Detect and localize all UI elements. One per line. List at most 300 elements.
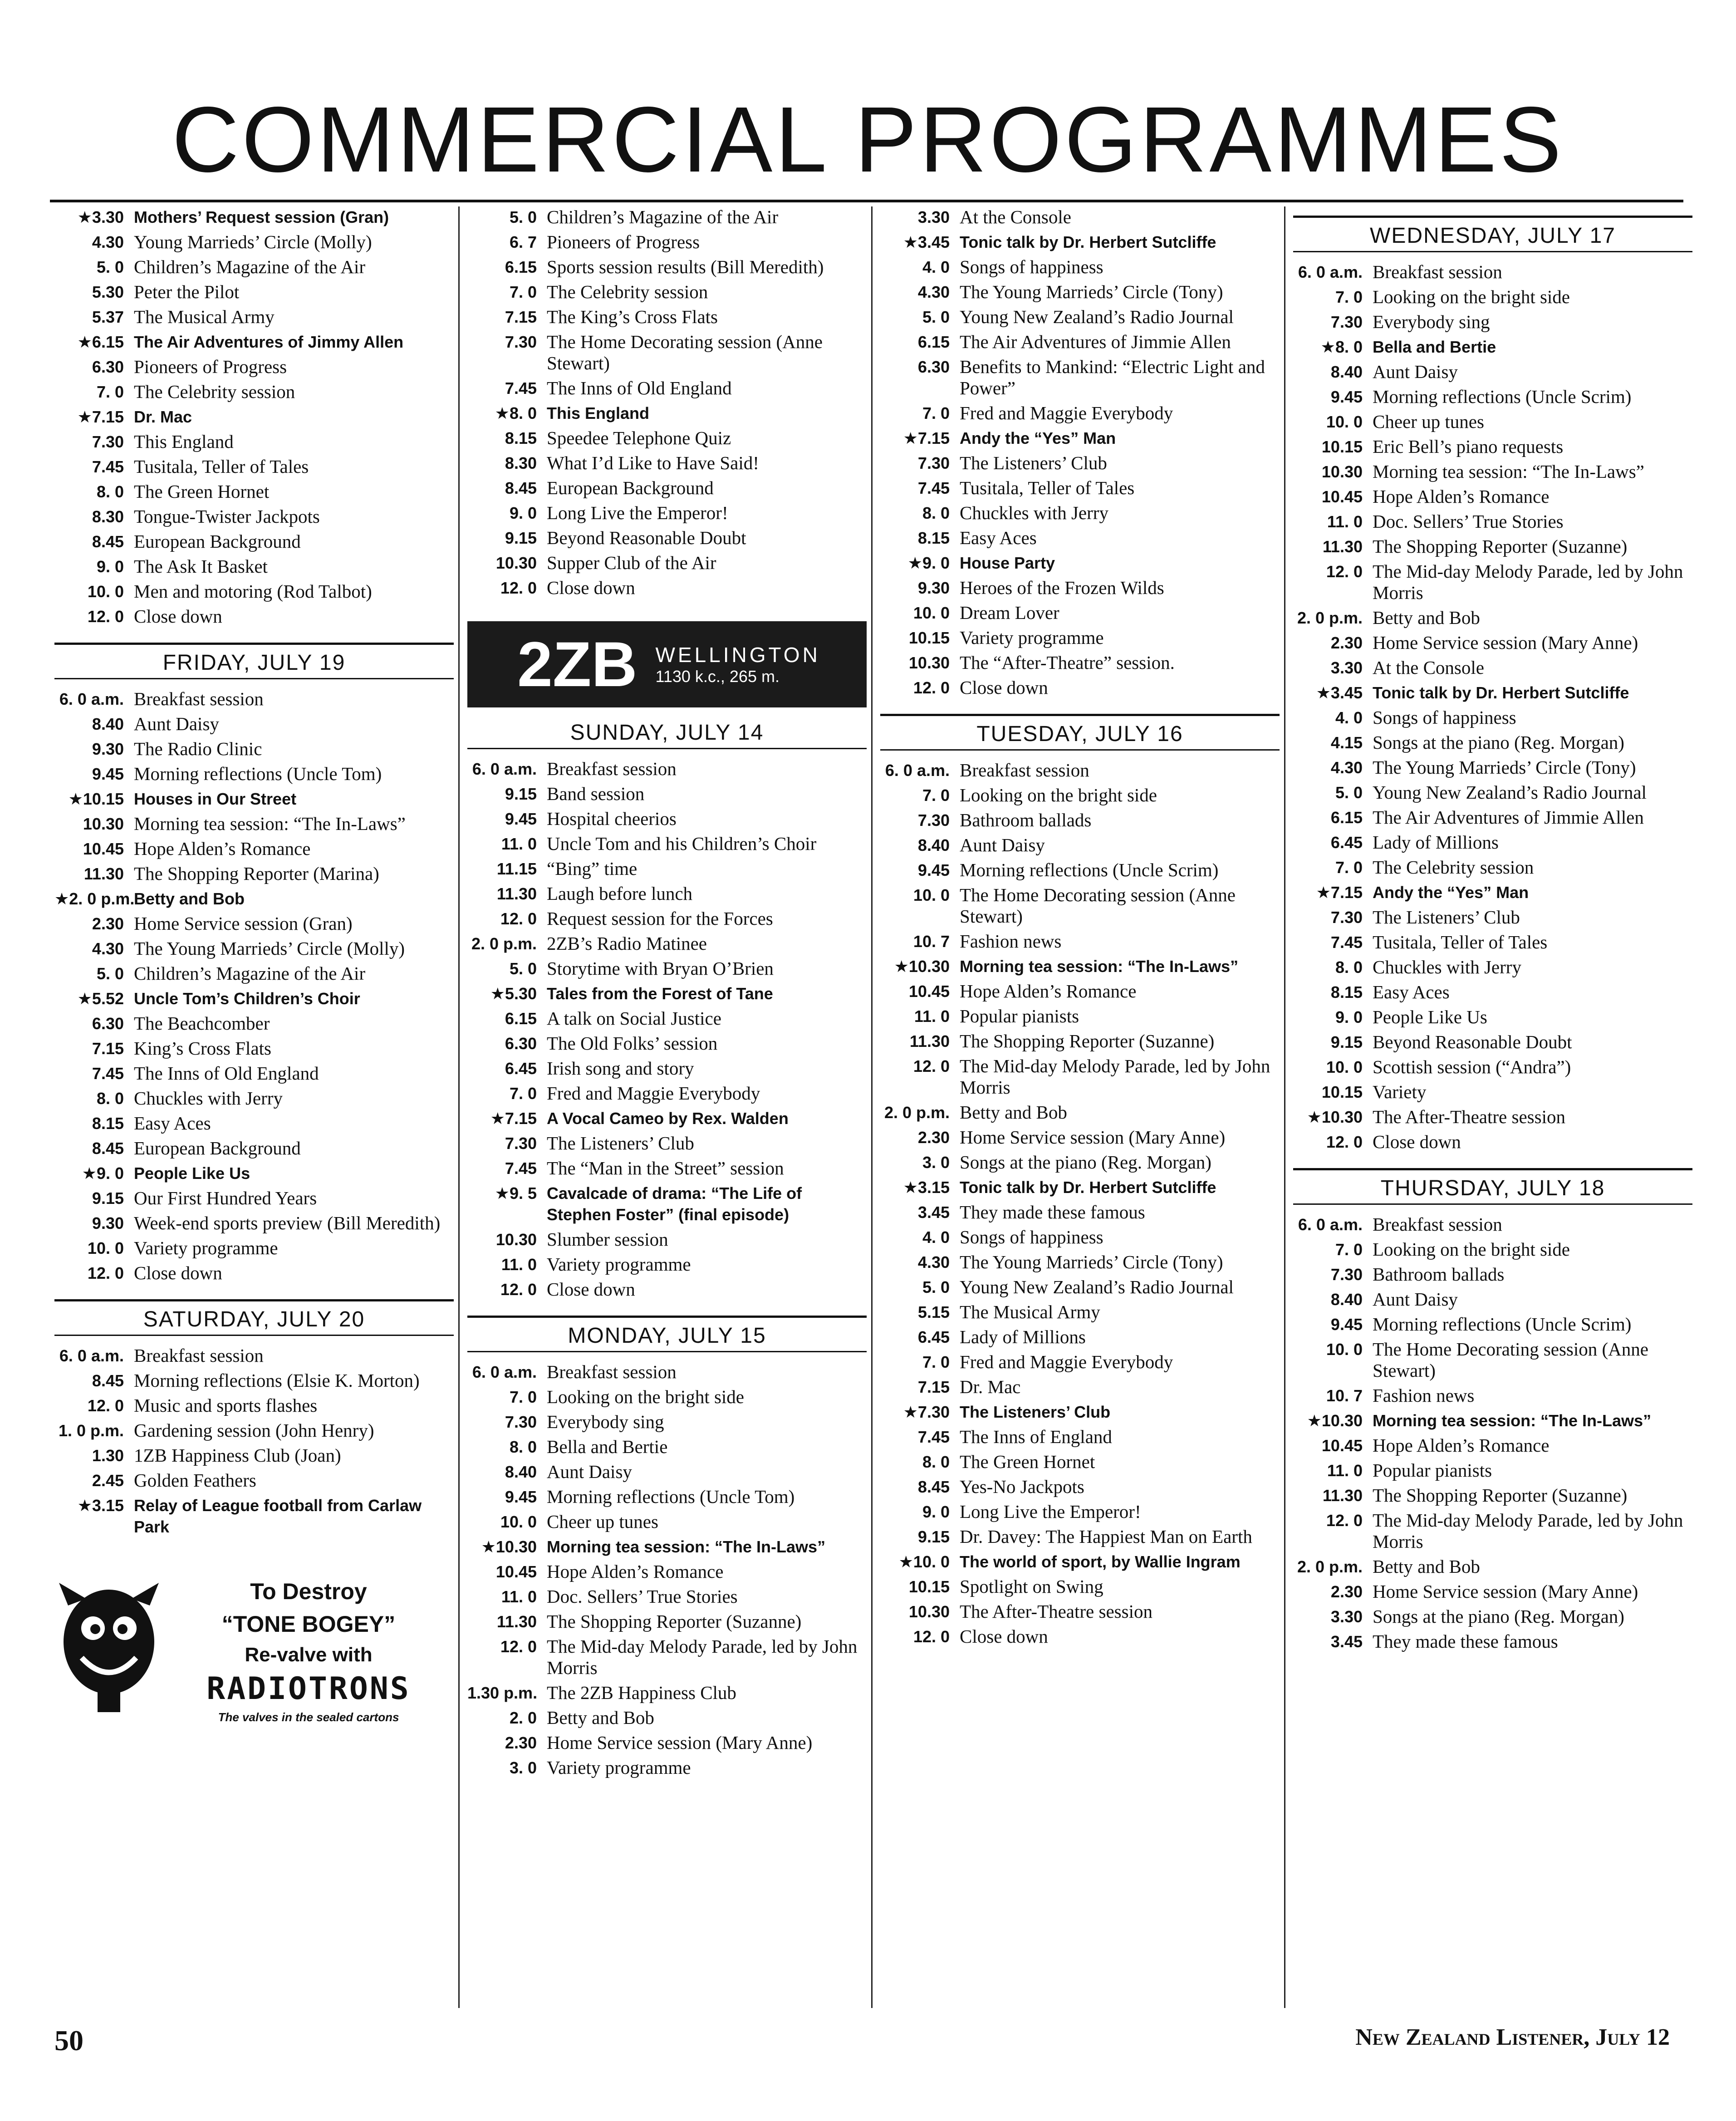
programme-entry [467, 758, 867, 780]
programme-title: Hope Alden’s Romance [1373, 1435, 1550, 1456]
page-footer [54, 2024, 1670, 2057]
programme-time: 6.15 [917, 333, 950, 351]
programme-time: 11.30 [496, 1612, 537, 1631]
programme-title: The Mid-day Melody Parade, led by John Morris [960, 1056, 1270, 1098]
programme-entry [467, 281, 867, 303]
programme-entry [467, 808, 867, 830]
programme-entry [467, 933, 867, 954]
programme-time: 7.45 [917, 479, 950, 497]
programme-time: 6. 0 a.m. [1298, 263, 1363, 281]
programme-entry [54, 306, 454, 328]
programme-entry [54, 688, 454, 710]
programme-title: Bella and Bertie [1373, 338, 1496, 356]
programme-title: Tusitala, Teller of Tales [134, 456, 309, 477]
programme-title: Men and motoring (Rod Talbot) [134, 581, 372, 602]
programme-entry [880, 1576, 1280, 1597]
programme-entry [467, 1008, 867, 1029]
station-banner [467, 621, 867, 707]
programme-entry [54, 331, 454, 353]
programme-title: Music and sports flashes [134, 1395, 318, 1416]
programme-title: Variety [1373, 1081, 1427, 1102]
programme-title: Eric Bell’s piano requests [1373, 436, 1564, 457]
programme-entry [54, 506, 454, 527]
programme-title: The Listeners’ Club [960, 1403, 1111, 1421]
programme-title: Breakfast session [1373, 261, 1502, 282]
programme-title: Morning reflections (Uncle Scrim) [1373, 386, 1632, 407]
programme-title: The “Man in the Street” session [547, 1158, 784, 1178]
radiotrons-advert [54, 1578, 454, 1724]
programme-entry [880, 981, 1280, 1002]
programme-title: Aunt Daisy [960, 835, 1045, 855]
programme-time: ★10.30 [1307, 1411, 1363, 1430]
programme-title: Fashion news [1373, 1385, 1475, 1406]
programme-time: 3.30 [1330, 1607, 1363, 1626]
programme-title: A talk on Social Justice [547, 1008, 721, 1029]
programme-time: 6.15 [505, 258, 537, 276]
programme-title: Songs of happiness [960, 256, 1103, 277]
programme-time: 6.15 [1330, 808, 1363, 827]
programme-title: Dream Lover [960, 602, 1059, 623]
programme-entry [54, 531, 454, 552]
programme-title: Houses in Our Street [134, 790, 297, 808]
programme-title: Hope Alden’s Romance [1373, 486, 1550, 507]
programme-title: The Inns of Old England [547, 378, 732, 398]
programme-entry [1293, 336, 1692, 358]
programme-time: ★6.15 [77, 333, 124, 351]
programme-entry [467, 527, 867, 549]
day-heading: SATURDAY, JULY 20 [54, 1299, 454, 1336]
programme-entry [467, 1386, 867, 1408]
programme-title: Everybody sing [547, 1411, 664, 1432]
programme-title: The Green Hornet [960, 1451, 1095, 1472]
programme-title: Dr. Davey: The Happiest Man on Earth [960, 1526, 1252, 1547]
programme-entry [54, 813, 454, 835]
programme-time: ★7.15 [490, 1109, 537, 1128]
programme-title: Songs at the piano (Reg. Morgan) [960, 1152, 1211, 1173]
programme-title: The Shopping Reporter (Suzanne) [1373, 536, 1628, 557]
programme-time: 7.30 [505, 333, 537, 351]
programme-title: Home Service session (Mary Anne) [1373, 632, 1638, 653]
programme-title: Tonic talk by Dr. Herbert Sutcliffe [960, 233, 1216, 251]
programme-title: The Celebrity session [1373, 857, 1534, 878]
programme-title: The After-Theatre session [960, 1601, 1152, 1622]
programme-time: 8. 0 [96, 482, 124, 501]
programme-title: At the Console [1373, 657, 1484, 678]
programme-time: 12. 0 [87, 1264, 124, 1282]
programme-title: Easy Aces [960, 527, 1037, 548]
programme-time: ★9. 0 [907, 554, 950, 572]
programme-title: Beyond Reasonable Doubt [547, 527, 746, 548]
programme-title: Morning reflections (Elsie K. Morton) [134, 1370, 420, 1391]
programme-title: Close down [134, 606, 222, 627]
programme-time: 9.30 [92, 1214, 124, 1232]
programme-entry [1293, 657, 1692, 678]
programme-entry [880, 477, 1280, 499]
programme-time: 6.30 [917, 358, 950, 376]
station-call-sign: 2ZB [517, 628, 638, 700]
day-heading: TUESDAY, JULY 16 [880, 714, 1280, 751]
programme-time: 7.30 [1330, 313, 1363, 331]
programme-entry [1293, 436, 1692, 457]
programme-time: 7. 0 [509, 1084, 537, 1103]
programme-title: Our First Hundred Years [134, 1188, 317, 1208]
programme-time: 10.45 [1321, 487, 1363, 506]
programme-time: 8.40 [1330, 363, 1363, 381]
programme-time: 3. 0 [509, 1758, 537, 1777]
programme-title: Close down [1373, 1131, 1461, 1152]
programme-title: Scottish session (“Andra”) [1373, 1056, 1571, 1077]
programme-time: 7.45 [505, 1159, 537, 1178]
programme-time: ★3.30 [77, 208, 124, 226]
programme-time: 8.45 [92, 532, 124, 551]
programme-title: The Young Marrieds’ Circle (Molly) [134, 938, 405, 959]
programme-title: At the Console [960, 206, 1071, 227]
programme-time: 2. 0 p.m. [1297, 1557, 1363, 1576]
programme-time: 12. 0 [500, 909, 537, 928]
programme-title: The Shopping Reporter (Suzanne) [960, 1031, 1215, 1051]
column-3 [880, 206, 1280, 1651]
programme-time: 8. 0 [96, 1089, 124, 1108]
programme-entry [880, 452, 1280, 474]
page-title: COMMERCIAL PROGRAMMES [172, 88, 1564, 191]
programme-entry [1293, 857, 1692, 878]
programme-entry [467, 477, 867, 499]
programme-title: Andy the “Yes” Man [960, 429, 1116, 447]
programme-time: ★7.15 [1316, 883, 1363, 902]
programme-entry [1293, 1631, 1692, 1652]
programme-title: European Background [134, 1138, 301, 1159]
programme-time: 7. 0 [96, 383, 124, 401]
programme-time: 9.45 [1330, 388, 1363, 406]
programme-title: Cheer up tunes [1373, 411, 1484, 432]
programme-entry [54, 406, 454, 427]
advert-line-l1: To Destroy [250, 1579, 367, 1604]
programme-time: 8.15 [917, 529, 950, 547]
programme-time: ★5.52 [77, 989, 124, 1008]
programme-entry [1293, 1106, 1692, 1128]
programme-entry [54, 988, 454, 1009]
programme-time: ★3.15 [77, 1496, 124, 1515]
programme-time: 10.45 [1321, 1436, 1363, 1455]
programme-time: 10.30 [1321, 462, 1363, 481]
programme-time: 7. 0 [922, 1353, 950, 1371]
programme-title: House Party [960, 554, 1055, 572]
programme-time: ★9. 5 [495, 1184, 537, 1203]
programme-title: Doc. Sellers’ True Stories [547, 1586, 738, 1607]
programme-entry [467, 1757, 867, 1778]
programme-time: ★8. 0 [495, 404, 537, 422]
programme-entry [54, 1470, 454, 1491]
programme-entry [880, 1152, 1280, 1173]
programme-time: 7.30 [1330, 1265, 1363, 1284]
programme-entry [54, 963, 454, 984]
programme-title: Children’s Magazine of the Air [547, 206, 779, 227]
programme-entry [880, 1301, 1280, 1323]
advert-line-l2: “TONE BOGEY” [221, 1611, 396, 1637]
programme-entry [54, 1345, 454, 1366]
programme-time: 5. 0 [922, 1278, 950, 1296]
programme-time: 10. 0 [500, 1512, 537, 1531]
programme-title: Hope Alden’s Romance [960, 981, 1137, 1002]
programme-entry [1293, 832, 1692, 853]
programme-title: Dr. Mac [134, 408, 192, 426]
programme-time: 11.30 [83, 864, 124, 883]
programme-time: 11. 0 [501, 835, 537, 853]
programme-title: Aunt Daisy [134, 713, 219, 734]
programme-time: 9.45 [1330, 1315, 1363, 1334]
programme-title: Week-end sports preview (Bill Meredith) [134, 1213, 441, 1233]
programme-time: 4.30 [92, 939, 124, 958]
programme-title: Home Service session (Mary Anne) [1373, 1581, 1638, 1602]
programme-time: 10.30 [908, 653, 950, 672]
programme-time: 7.15 [917, 1378, 950, 1396]
programme-entry [1293, 1581, 1692, 1602]
programme-title: Morning reflections (Uncle Scrim) [1373, 1314, 1632, 1335]
programme-entry [467, 427, 867, 449]
programme-title: The King’s Cross Flats [547, 306, 718, 327]
programme-entry [1293, 1435, 1692, 1456]
programme-entry [880, 1476, 1280, 1497]
programme-entry [467, 1536, 867, 1557]
programme-time: 5. 0 [1335, 783, 1363, 802]
programme-time: 10. 0 [1326, 412, 1363, 431]
programme-title: The Mid-day Melody Parade, led by John Morris [1373, 561, 1683, 603]
programme-entry [880, 527, 1280, 549]
programme-title: Looking on the bright side [1373, 286, 1570, 307]
programme-entry [467, 1486, 867, 1507]
programme-title: Young New Zealand’s Radio Journal [1373, 782, 1647, 803]
programme-time: 10. 0 [913, 604, 950, 622]
programme-title: Home Service session (Gran) [134, 913, 353, 934]
programme-entry [467, 858, 867, 879]
programme-time: 8.15 [92, 1114, 124, 1133]
programme-title: Easy Aces [134, 1113, 211, 1134]
programme-title: They made these famous [1373, 1631, 1558, 1652]
programme-title: Golden Feathers [134, 1470, 256, 1491]
programme-time: 10.45 [83, 840, 124, 858]
programme-entry [880, 1326, 1280, 1348]
programme-title: Everybody sing [1373, 311, 1490, 332]
programme-entry [467, 1058, 867, 1079]
programme-entry [1293, 1264, 1692, 1285]
programme-entry [467, 378, 867, 399]
programme-entry [1293, 536, 1692, 557]
programme-entry [1293, 1006, 1692, 1028]
programme-time: 8.15 [1330, 983, 1363, 1002]
programme-entry [880, 760, 1280, 781]
programme-title: European Background [547, 477, 714, 498]
station-info [655, 643, 820, 686]
programme-title: Yes-No Jackpots [960, 1476, 1084, 1497]
programme-entry [54, 1163, 454, 1184]
programme-title: Songs of happiness [1373, 707, 1516, 728]
programme-time: 7. 0 [509, 283, 537, 301]
programme-entry [880, 1451, 1280, 1473]
programme-entry [467, 256, 867, 278]
programme-time: 6. 0 a.m. [472, 1363, 537, 1381]
programme-entry [880, 231, 1280, 253]
programme-entry [880, 1426, 1280, 1448]
programme-title: They made these famous [960, 1202, 1145, 1223]
programme-entry [467, 1254, 867, 1275]
programme-time: 8.45 [917, 1478, 950, 1496]
programme-title: Betty and Bob [1373, 1556, 1480, 1577]
programme-entry [880, 1526, 1280, 1547]
programme-entry [54, 1262, 454, 1284]
programme-entry [467, 331, 867, 374]
programme-title: Dr. Mac [960, 1376, 1021, 1397]
programme-entry [1293, 486, 1692, 507]
programme-entry [880, 884, 1280, 927]
programme-title: Songs at the piano (Reg. Morgan) [1373, 1606, 1624, 1627]
programme-time: 8.15 [505, 429, 537, 447]
programme-entry [1293, 1239, 1692, 1260]
programme-entry [880, 835, 1280, 856]
programme-entry [467, 1411, 867, 1433]
programme-time: 7.30 [917, 811, 950, 830]
programme-title: The Young Marrieds’ Circle (Tony) [1373, 757, 1636, 778]
programme-entry [880, 577, 1280, 599]
programme-time: 6. 0 a.m. [885, 761, 950, 780]
programme-title: Children’s Magazine of the Air [134, 256, 366, 277]
programme-entry [54, 231, 454, 253]
programme-title: Close down [960, 1626, 1048, 1647]
programme-time: 10.15 [1321, 437, 1363, 456]
programme-time: ★10.15 [68, 790, 124, 808]
programme-title: 1ZB Happiness Club (Joan) [134, 1445, 341, 1466]
programme-entry [54, 1063, 454, 1084]
advert-line-l4: RADIOTRONS [206, 1671, 411, 1707]
day-heading: SUNDAY, JULY 14 [467, 715, 867, 749]
programme-time: 6. 0 a.m. [1298, 1215, 1363, 1234]
programme-time: 8.40 [917, 836, 950, 854]
programme-entry [1293, 807, 1692, 828]
programme-entry [467, 1108, 867, 1129]
programme-title: Morning reflections (Uncle Tom) [134, 763, 382, 784]
programme-entry [1293, 1214, 1692, 1235]
programme-title: Mothers’ Request session (Gran) [134, 208, 389, 226]
programme-title: Breakfast session [1373, 1214, 1502, 1235]
programme-title: European Background [134, 531, 301, 552]
programme-time: 10. 0 [913, 886, 950, 904]
column-4 [1293, 206, 1692, 1656]
programme-title: Breakfast session [134, 688, 264, 709]
programme-time: 11. 0 [1327, 512, 1363, 531]
programme-title: Fred and Maggie Everybody [960, 403, 1173, 423]
programme-time: 7.45 [505, 379, 537, 398]
programme-time: 10. 0 [87, 1239, 124, 1257]
programme-time: 7.45 [92, 1064, 124, 1083]
programme-time: 7. 0 [922, 404, 950, 422]
programme-time: 10.45 [495, 1562, 537, 1581]
programme-time: 3.45 [917, 1203, 950, 1222]
programme-title: Betty and Bob [960, 1102, 1067, 1123]
column-divider [871, 206, 873, 2008]
programme-time: 6. 0 a.m. [59, 690, 124, 708]
programme-time: 7.15 [505, 308, 537, 326]
programme-title: Chuckles with Jerry [1373, 957, 1521, 977]
programme-entry [54, 1213, 454, 1234]
programme-title: Betty and Bob [1373, 607, 1480, 628]
programme-time: 5.37 [92, 308, 124, 326]
programme-entry [880, 956, 1280, 977]
programme-entry [1293, 1339, 1692, 1381]
programme-title: The Home Decorating session (Anne Stewart) [1373, 1339, 1648, 1381]
programme-entry [54, 431, 454, 452]
programme-title: Variety programme [134, 1237, 278, 1258]
programme-time: ★7.30 [903, 1403, 950, 1421]
programme-title: The Celebrity session [134, 381, 295, 402]
programme-title: The Beachcomber [134, 1013, 270, 1034]
programme-entry [880, 677, 1280, 698]
programme-entry [467, 1511, 867, 1532]
programme-time: 8. 0 [922, 504, 950, 522]
programme-entry [54, 1013, 454, 1034]
programme-title: Aunt Daisy [1373, 1289, 1458, 1310]
programme-time: 9.30 [917, 579, 950, 597]
programme-entry [880, 810, 1280, 831]
programme-title: Tusitala, Teller of Tales [960, 477, 1135, 498]
programme-time: ★10.30 [894, 957, 950, 976]
programme-entry [467, 1133, 867, 1154]
programme-entry [54, 356, 454, 378]
programme-entry [1293, 607, 1692, 628]
programme-time: 3.45 [1330, 1632, 1363, 1651]
programme-time: 6.30 [92, 1014, 124, 1033]
programme-entry [54, 788, 454, 810]
programme-entry [880, 1376, 1280, 1398]
programme-title: Betty and Bob [547, 1707, 654, 1728]
programme-title: Andy the “Yes” Man [1373, 883, 1529, 902]
programme-time: ★9. 0 [82, 1164, 124, 1183]
programme-time: 7. 0 [1335, 858, 1363, 877]
programme-time: 11.30 [909, 1032, 950, 1051]
column-divider [1284, 206, 1285, 2008]
programme-entry [880, 1551, 1280, 1572]
programme-title: Looking on the bright side [960, 785, 1157, 805]
programme-title: Long Live the Emperor! [960, 1501, 1141, 1522]
programme-entry [1293, 261, 1692, 283]
programme-title: Tonic talk by Dr. Herbert Sutcliffe [960, 1178, 1216, 1197]
programme-title: Lady of Millions [1373, 832, 1499, 853]
programme-time: 6. 7 [509, 233, 537, 251]
programme-entry [880, 1102, 1280, 1123]
programme-title: Close down [134, 1262, 222, 1283]
programme-time: 1.30 p.m. [467, 1684, 538, 1702]
programme-title: Variety programme [547, 1254, 691, 1275]
programme-title: Cavalcade of drama: “The Life of Stephen Foster” (final episode) [547, 1184, 802, 1224]
programme-entry [467, 1682, 867, 1704]
programme-time: 6. 0 a.m. [472, 760, 537, 778]
programme-time: ★3.45 [1316, 683, 1363, 702]
programme-time: ★8. 0 [1320, 338, 1363, 356]
programme-title: King’s Cross Flats [134, 1038, 271, 1059]
programme-time: 3.30 [1330, 658, 1363, 677]
programme-time: 11. 0 [1327, 1461, 1363, 1480]
programme-entry [880, 356, 1280, 399]
programme-title: Spotlight on Swing [960, 1576, 1103, 1597]
programme-time: 3.30 [917, 208, 950, 226]
programme-entry [1293, 1556, 1692, 1577]
column-1 [54, 206, 454, 1724]
programme-title: The Old Folks’ session [547, 1033, 718, 1054]
programme-title: Looking on the bright side [1373, 1239, 1570, 1260]
day-heading: FRIDAY, JULY 19 [54, 643, 454, 679]
programme-title: Long Live the Emperor! [547, 502, 728, 523]
programme-entry [880, 602, 1280, 624]
programme-entry [1293, 1031, 1692, 1053]
programme-time: 8. 0 [922, 1453, 950, 1471]
